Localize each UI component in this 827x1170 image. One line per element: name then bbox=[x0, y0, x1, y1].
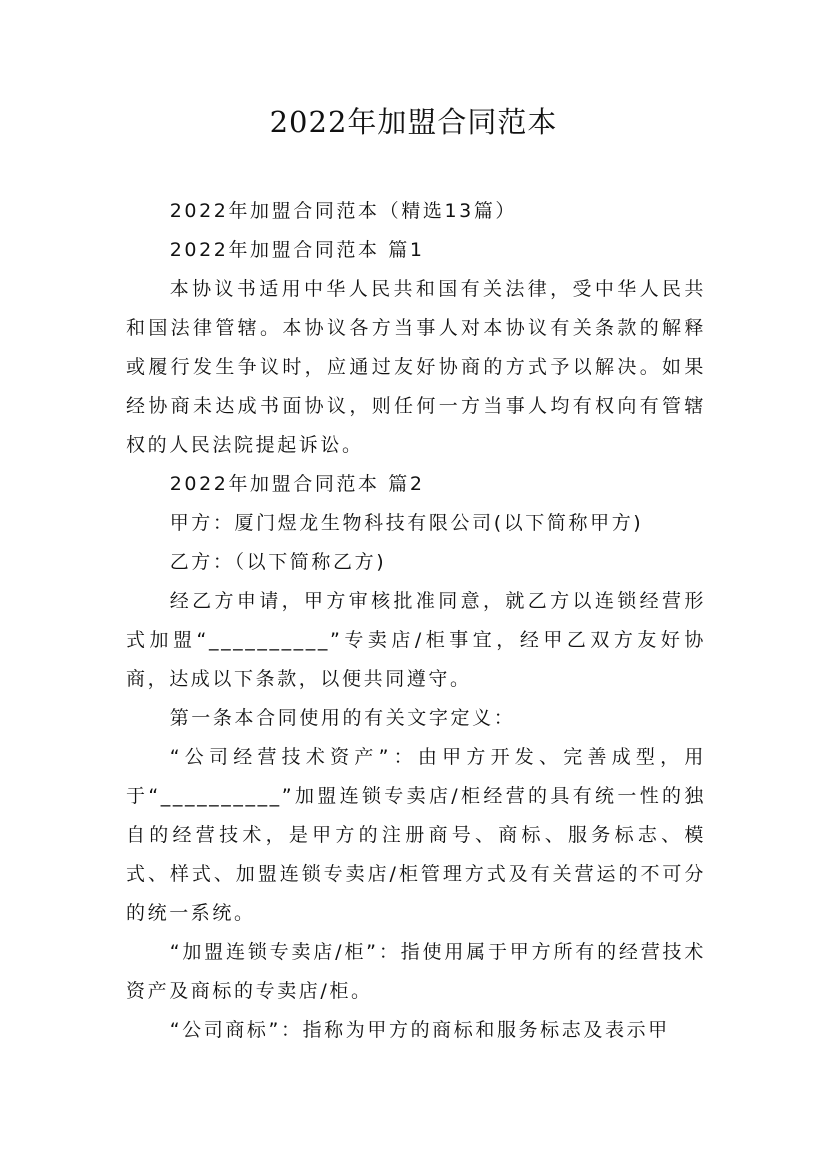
definition-franchise-store: “加盟连锁专卖店/柜”：指使用属于甲方所有的经营技术资产及商标的专卖店/柜。 bbox=[126, 941, 706, 1002]
document-title: 2022年加盟合同范本 bbox=[269, 105, 558, 139]
paragraph-intro: 2022年加盟合同范本（精选13篇） bbox=[169, 200, 518, 222]
document-body bbox=[126, 192, 706, 1050]
section-heading-1: 2022年加盟合同范本 篇1 bbox=[169, 239, 425, 261]
article-1-heading: 第一条本合同使用的有关文字定义： bbox=[169, 707, 516, 729]
party-b: 乙方：（以下简称乙方) bbox=[169, 551, 387, 573]
paragraph-application: 经乙方申请，甲方审核批准同意，就乙方以连锁经营形式加盟“__________”专卖店/柜事宜，经甲乙双方友好协商，达成以下条款，以便共同遵守。 bbox=[126, 590, 706, 690]
definition-tech-assets: “公司经营技术资产”：由甲方开发、完善成型，用于“__________”加盟连锁专卖店/柜经营的具有统一性的独自的经营技术，是甲方的注册商号、商标、服务标志、模式、样式、加盟连锁专卖店/柜管理方式及有关营运的不可分的统一系统。 bbox=[126, 746, 706, 924]
party-a: 甲方：厦门煜龙生物科技有限公司(以下简称甲方) bbox=[169, 512, 644, 534]
paragraph-law: 本协议书适用中华人民共和国有关法律，受中华人民共和国法律管辖。本协议各方当事人对本协议有关条款的解释或履行发生争议时，应通过友好协商的方式予以解决。如果经协商未达成书面协议，则任何一方当事人均有权向有管辖权的人民法院提起诉讼。 bbox=[126, 278, 706, 456]
definition-trademark: “公司商标”：指称为甲方的商标和服务标志及表示甲 bbox=[169, 1019, 670, 1041]
section-heading-2: 2022年加盟合同范本 篇2 bbox=[169, 473, 425, 495]
